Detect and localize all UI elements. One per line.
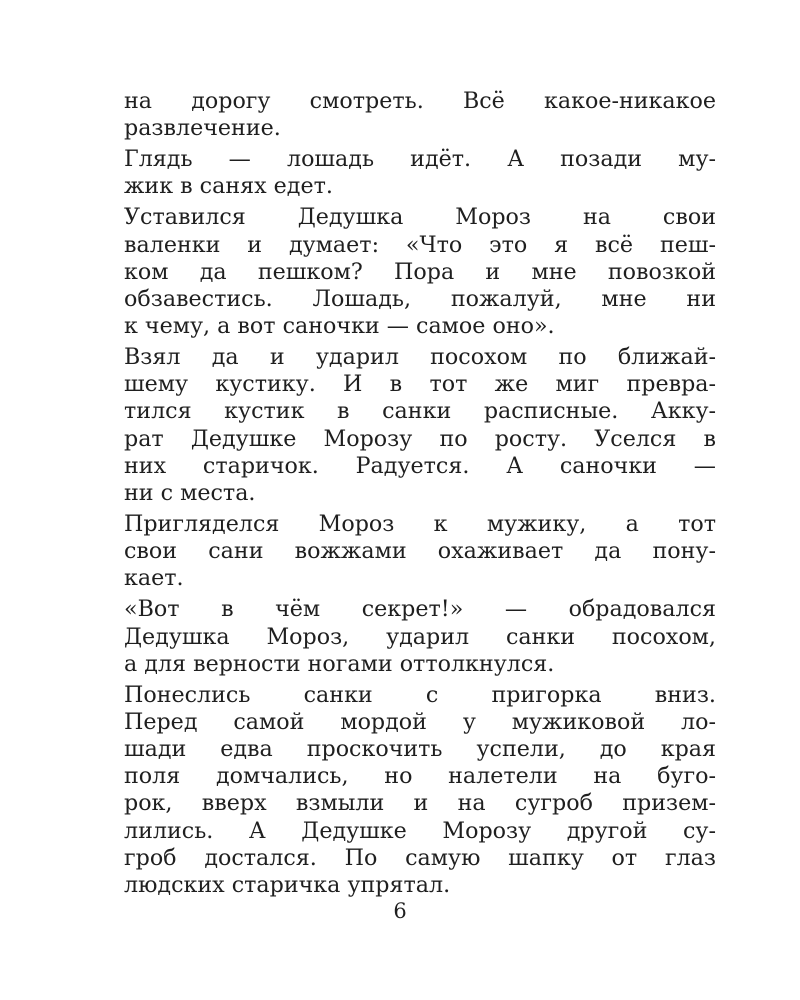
text-line: Перед самой мордой у мужиковой ло- bbox=[124, 708, 716, 735]
text-line: жик в санях едет. bbox=[124, 173, 333, 200]
paragraph bbox=[124, 204, 716, 340]
text-line: поля домчались, но налетели на буго- bbox=[124, 763, 716, 790]
paragraph bbox=[124, 682, 716, 900]
text-line: рат Дедушке Морозу по росту. Уселся в bbox=[124, 425, 716, 452]
text-line: лились. А Дедушке Морозу другой су- bbox=[124, 817, 716, 844]
paragraph bbox=[124, 146, 716, 200]
text-line: шади едва проскочить успели, до края bbox=[124, 736, 716, 763]
paragraph bbox=[124, 88, 716, 142]
text-line: Взял да и ударил посохом по ближай- bbox=[124, 344, 716, 371]
text-line: валенки и думает: «Что это я всё пеш- bbox=[124, 231, 716, 258]
text-line: на дорогу смотреть. Всё какое-никакое bbox=[124, 88, 716, 114]
text-line: Глядь — лошадь идёт. А позади му- bbox=[124, 146, 716, 173]
text-line: Уставился Дедушка Мороз на свои bbox=[124, 204, 716, 231]
paragraph bbox=[124, 344, 716, 507]
text-line: развлечение. bbox=[124, 115, 281, 142]
text-line: обзавестись. Лошадь, пожалуй, мне ни bbox=[124, 285, 716, 312]
text-line: ни с места. bbox=[124, 480, 256, 507]
text-line: рок, вверх взмыли и на сугроб призем- bbox=[124, 790, 716, 817]
text-line: ком да пешком? Пора и мне повозкой bbox=[124, 258, 716, 285]
text-line: гроб достался. По самую шапку от глаз bbox=[124, 844, 716, 871]
text-line: них старичок. Радуется. А саночки — bbox=[124, 452, 716, 479]
page-number: 6 bbox=[393, 899, 407, 923]
story-text bbox=[124, 88, 716, 903]
text-line: «Вот в чём секрет!» — обрадовался bbox=[124, 596, 716, 623]
text-line: а для верности ногами оттолкнулся. bbox=[124, 650, 555, 677]
text-line: кает. bbox=[124, 565, 184, 592]
text-line: людских старичка упрятал. bbox=[124, 872, 451, 899]
text-line: свои сани вожжами охаживает да пону- bbox=[124, 538, 716, 565]
text-line: Дедушка Мороз, ударил санки посохом, bbox=[124, 623, 716, 650]
text-line: тился кустик в санки расписные. Акку- bbox=[124, 398, 716, 425]
text-line: шему кустику. И в тот же миг превра- bbox=[124, 371, 716, 398]
paragraph bbox=[124, 511, 716, 593]
text-line: Понеслись санки с пригорка вниз. bbox=[124, 681, 716, 708]
paragraph bbox=[124, 596, 716, 678]
text-line: Пригляделся Мороз к мужику, а тот bbox=[124, 511, 716, 537]
text-line: к чему, а вот саночки — самое оно». bbox=[124, 313, 555, 340]
